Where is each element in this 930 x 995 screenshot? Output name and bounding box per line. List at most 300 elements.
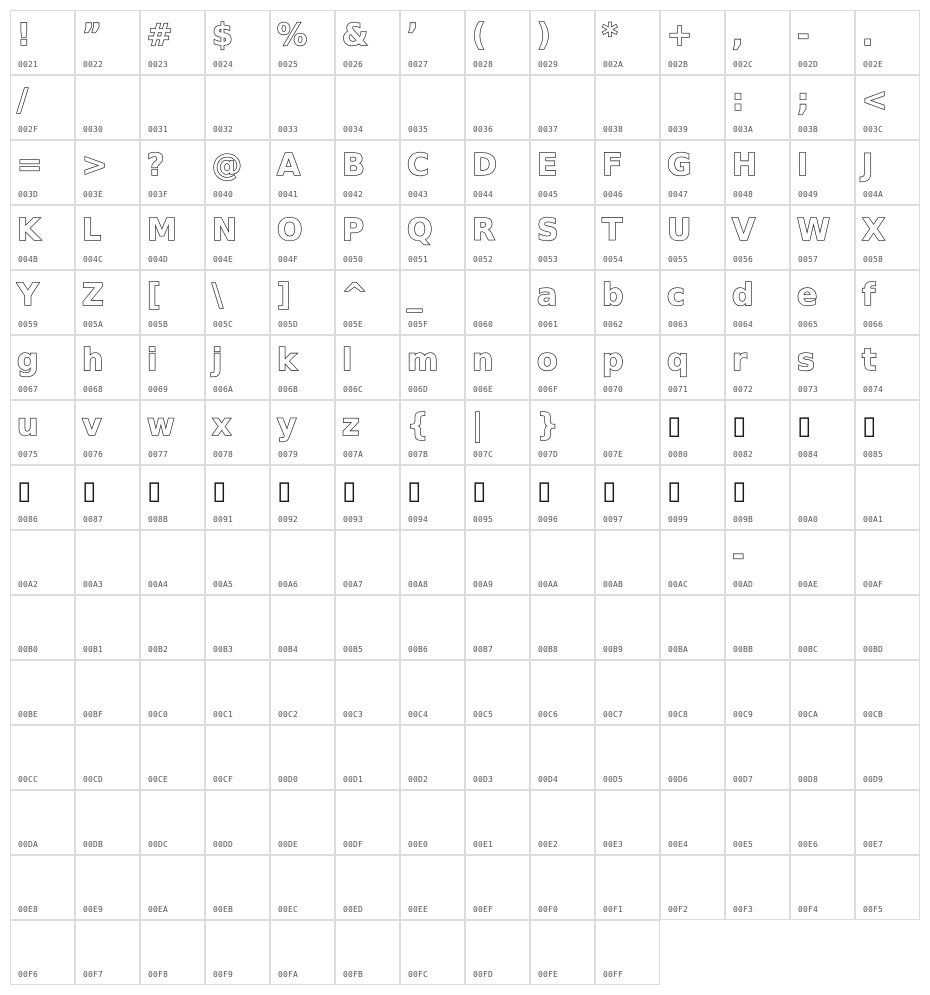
missing-glyph-box: ▯ <box>82 476 97 506</box>
glyph-code-label: 004E <box>213 255 234 264</box>
glyph-code-label: 006D <box>408 385 429 394</box>
glyph-cell <box>140 465 205 530</box>
glyph-code-label: 00A1 <box>863 515 884 524</box>
glyph-sample <box>862 534 916 578</box>
missing-glyph-box: ▯ <box>147 476 162 506</box>
glyph-cell <box>205 660 270 725</box>
glyph-cell <box>855 530 920 595</box>
glyph-cell <box>530 270 595 335</box>
glyph-sample: ) <box>537 18 551 53</box>
glyph-cell <box>10 660 75 725</box>
glyph-code-label: 0044 <box>473 190 494 199</box>
glyph-cell <box>75 660 140 725</box>
glyph-cell <box>10 920 75 985</box>
glyph-cell <box>140 790 205 855</box>
glyph-sample: S <box>537 213 559 248</box>
glyph-code-label: 0021 <box>18 60 39 69</box>
glyph-code-label: 00D5 <box>603 775 624 784</box>
glyph-code-label: 00A3 <box>83 580 104 589</box>
glyph-sample <box>537 599 591 643</box>
glyph-cell <box>140 270 205 335</box>
glyph-sample <box>797 664 851 708</box>
glyph-sample <box>147 729 201 773</box>
glyph-sample <box>797 729 851 773</box>
glyph-cell <box>335 465 400 530</box>
glyph-code-label: 006B <box>278 385 299 394</box>
glyph-sample <box>17 599 71 643</box>
glyph-sample <box>667 794 721 838</box>
glyph-code-label: 00DA <box>18 840 39 849</box>
glyph-cell <box>595 335 660 400</box>
glyph-code-label: 007C <box>473 450 494 459</box>
glyph-cell <box>855 75 920 140</box>
glyph-code-label: 00BB <box>733 645 754 654</box>
glyph-sample <box>17 534 71 578</box>
glyph-cell <box>855 855 920 920</box>
glyph-code-label: 002B <box>668 60 689 69</box>
glyph-cell <box>205 140 270 205</box>
glyph-cell <box>660 465 725 530</box>
glyph-code-label: 0026 <box>343 60 364 69</box>
glyph-cell <box>205 205 270 270</box>
missing-glyph-box: ▯ <box>537 476 552 506</box>
glyph-cell <box>335 855 400 920</box>
glyph-sample: f <box>862 278 876 313</box>
glyph-sample: > <box>82 148 108 183</box>
glyph-sample: / <box>17 83 28 118</box>
glyph-code-label: 004B <box>18 255 39 264</box>
glyph-cell <box>400 75 465 140</box>
glyph-cell <box>10 140 75 205</box>
glyph-sample <box>147 924 201 968</box>
glyph-sample: q <box>667 343 689 378</box>
glyph-sample <box>407 794 461 838</box>
glyph-cell <box>790 205 855 270</box>
glyph-code-label: 0099 <box>668 515 689 524</box>
glyph-cell <box>595 530 660 595</box>
glyph-sample: X <box>862 213 886 248</box>
glyph-sample <box>277 534 331 578</box>
glyph-code-label: 004C <box>83 255 104 264</box>
glyph-sample: } <box>537 408 559 443</box>
glyph-sample: c <box>667 278 685 313</box>
glyph-code-label: 0094 <box>408 515 429 524</box>
glyph-code-label: 00F6 <box>18 970 39 979</box>
glyph-sample: V <box>732 213 756 248</box>
glyph-sample <box>277 859 331 903</box>
glyph-code-label: 00E8 <box>18 905 39 914</box>
glyph-sample <box>82 599 136 643</box>
glyph-sample: O <box>277 213 303 248</box>
glyph-code-label: 0053 <box>538 255 559 264</box>
glyph-code-label: 00A0 <box>798 515 819 524</box>
glyph-sample <box>602 794 656 838</box>
glyph-code-label: 005B <box>148 320 169 329</box>
glyph-cell <box>530 400 595 465</box>
glyph-code-label: 00E6 <box>798 840 819 849</box>
glyph-code-label: 005C <box>213 320 234 329</box>
glyph-sample: i <box>147 343 158 378</box>
glyph-sample <box>342 79 396 123</box>
glyph-code-label: 0036 <box>473 125 494 134</box>
glyph-code-label: 00CC <box>18 775 39 784</box>
glyph-code-label: 00FC <box>408 970 429 979</box>
glyph-cell <box>790 855 855 920</box>
glyph-code-label: 0035 <box>408 125 429 134</box>
missing-glyph-box: ▯ <box>17 476 32 506</box>
glyph-sample: B <box>342 148 365 183</box>
glyph-code-label: 00E2 <box>538 840 559 849</box>
glyph-code-label: 00C9 <box>733 710 754 719</box>
glyph-code-label: 00DC <box>148 840 169 849</box>
glyph-code-label: 00D3 <box>473 775 494 784</box>
glyph-cell <box>660 530 725 595</box>
glyph-code-label: 004F <box>278 255 299 264</box>
glyph-sample <box>472 599 526 643</box>
glyph-code-label: 009B <box>733 515 754 524</box>
glyph-sample: ( <box>472 18 486 53</box>
glyph-code-label: 00D1 <box>343 775 364 784</box>
glyph-sample: $ <box>212 18 233 53</box>
glyph-cell <box>465 270 530 335</box>
glyph-code-label: 00F8 <box>148 970 169 979</box>
glyph-sample <box>602 664 656 708</box>
glyph-sample <box>602 924 656 968</box>
glyph-cell <box>75 920 140 985</box>
glyph-sample: ! <box>17 18 31 53</box>
glyph-cell <box>75 855 140 920</box>
glyph-code-label: 0027 <box>408 60 429 69</box>
glyph-code-label: 0097 <box>603 515 624 524</box>
glyph-cell <box>140 140 205 205</box>
glyph-sample <box>212 859 266 903</box>
glyph-code-label: 0033 <box>278 125 299 134</box>
glyph-cell <box>725 400 790 465</box>
glyph-code-label: 003E <box>83 190 104 199</box>
glyph-code-label: 00CE <box>148 775 169 784</box>
glyph-sample <box>667 79 721 123</box>
glyph-sample <box>82 79 136 123</box>
glyph-code-label: 0052 <box>473 255 494 264</box>
glyph-code-label: 0029 <box>538 60 559 69</box>
glyph-cell <box>205 400 270 465</box>
glyph-code-label: 00F2 <box>668 905 689 914</box>
glyph-cell <box>140 855 205 920</box>
glyph-cell <box>465 205 530 270</box>
glyph-cell <box>530 205 595 270</box>
glyph-cell <box>75 75 140 140</box>
glyph-cell <box>75 725 140 790</box>
glyph-cell <box>790 270 855 335</box>
glyph-code-label: 0023 <box>148 60 169 69</box>
glyph-sample <box>797 534 851 578</box>
glyph-sample <box>407 79 461 123</box>
glyph-cell <box>725 270 790 335</box>
glyph-cell <box>205 920 270 985</box>
glyph-cell <box>660 10 725 75</box>
glyph-sample: o <box>537 343 558 378</box>
missing-glyph-box: ▯ <box>602 476 617 506</box>
glyph-sample <box>602 404 656 448</box>
glyph-code-label: 005A <box>83 320 104 329</box>
glyph-sample: ] <box>277 278 291 313</box>
glyph-cell <box>465 790 530 855</box>
glyph-sample <box>797 794 851 838</box>
glyph-cell <box>465 530 530 595</box>
glyph-cell <box>10 530 75 595</box>
glyph-sample <box>277 664 331 708</box>
glyph-code-label: 0092 <box>278 515 299 524</box>
glyph-sample: Z <box>82 278 104 313</box>
glyph-cell <box>400 10 465 75</box>
glyph-cell <box>855 790 920 855</box>
glyph-code-label: 0049 <box>798 190 819 199</box>
missing-glyph-box: ▯ <box>667 411 682 441</box>
glyph-cell <box>270 10 335 75</box>
glyph-code-label: 0050 <box>343 255 364 264</box>
glyph-code-label: 00E4 <box>668 840 689 849</box>
glyph-sample <box>472 664 526 708</box>
glyph-cell <box>270 530 335 595</box>
glyph-code-label: 007A <box>343 450 364 459</box>
glyph-cell <box>595 140 660 205</box>
glyph-code-label: 002E <box>863 60 884 69</box>
glyph-code-label: 0048 <box>733 190 754 199</box>
glyph-code-label: 00D0 <box>278 775 299 784</box>
glyph-sample <box>407 859 461 903</box>
glyph-cell <box>335 140 400 205</box>
glyph-code-label: 0046 <box>603 190 624 199</box>
glyph-cell <box>335 530 400 595</box>
glyph-sample: : <box>732 83 744 118</box>
glyph-sample: \ <box>212 278 223 313</box>
glyph-sample <box>407 924 461 968</box>
glyph-sample <box>342 794 396 838</box>
glyph-code-label: 00A8 <box>408 580 429 589</box>
glyph-cell <box>725 530 790 595</box>
glyph-code-label: 00A4 <box>148 580 169 589</box>
glyph-cell <box>790 335 855 400</box>
glyph-code-label: 00F0 <box>538 905 559 914</box>
glyph-code-label: 00BA <box>668 645 689 654</box>
glyph-cell <box>660 790 725 855</box>
glyph-cell <box>855 400 920 465</box>
glyph-cell <box>400 270 465 335</box>
glyph-cell <box>595 400 660 465</box>
glyph-cell <box>400 400 465 465</box>
glyph-sample <box>17 729 71 773</box>
glyph-cell <box>205 530 270 595</box>
glyph-code-label: 0091 <box>213 515 234 524</box>
glyph-sample: U <box>667 213 692 248</box>
glyph-cell <box>400 205 465 270</box>
glyph-sample <box>667 664 721 708</box>
glyph-cell <box>725 335 790 400</box>
glyph-cell <box>725 855 790 920</box>
glyph-cell <box>465 75 530 140</box>
glyph-cell <box>10 75 75 140</box>
glyph-sample: % <box>277 18 308 53</box>
glyph-cell <box>205 725 270 790</box>
glyph-code-label: 0057 <box>798 255 819 264</box>
glyph-sample <box>667 729 721 773</box>
glyph-sample <box>147 859 201 903</box>
glyph-cell <box>595 595 660 660</box>
glyph-cell <box>465 855 530 920</box>
glyph-sample <box>862 664 916 708</box>
glyph-code-label: 002C <box>733 60 754 69</box>
missing-glyph-box: ▯ <box>277 476 292 506</box>
glyph-code-label: 00A9 <box>473 580 494 589</box>
glyph-sample: n <box>472 343 494 378</box>
glyph-sample: ” <box>82 18 102 53</box>
glyph-code-label: 0037 <box>538 125 559 134</box>
glyph-code-label: 0024 <box>213 60 234 69</box>
glyph-code-label: 00C2 <box>278 710 299 719</box>
glyph-code-label: 00F4 <box>798 905 819 914</box>
glyph-sample: , <box>732 18 744 53</box>
glyph-cell <box>855 10 920 75</box>
glyph-code-label: 00FA <box>278 970 299 979</box>
glyph-sample <box>82 859 136 903</box>
glyph-cell <box>660 400 725 465</box>
glyph-cell <box>270 790 335 855</box>
glyph-cell <box>465 400 530 465</box>
glyph-sample <box>862 794 916 838</box>
glyph-code-label: 00B5 <box>343 645 364 654</box>
glyph-sample <box>147 534 201 578</box>
glyph-cell <box>465 335 530 400</box>
glyph-cell <box>400 530 465 595</box>
glyph-sample <box>407 729 461 773</box>
glyph-code-label: 0079 <box>278 450 299 459</box>
glyph-code-label: 0028 <box>473 60 494 69</box>
glyph-code-label: 00DB <box>83 840 104 849</box>
glyph-cell <box>270 465 335 530</box>
glyph-code-label: 004A <box>863 190 884 199</box>
glyph-cell <box>140 660 205 725</box>
glyph-sample: ? <box>147 148 165 183</box>
glyph-cell <box>855 595 920 660</box>
glyph-code-label: 003F <box>148 190 169 199</box>
glyph-code-label: 00E1 <box>473 840 494 849</box>
glyph-cell <box>530 595 595 660</box>
glyph-cell <box>790 10 855 75</box>
glyph-code-label: 00C4 <box>408 710 429 719</box>
glyph-code-label: 0070 <box>603 385 624 394</box>
glyph-cell <box>270 725 335 790</box>
glyph-code-label: 0039 <box>668 125 689 134</box>
glyph-cell <box>140 530 205 595</box>
glyph-cell <box>140 75 205 140</box>
glyph-sample <box>342 924 396 968</box>
glyph-code-label: 0051 <box>408 255 429 264</box>
glyph-cell <box>660 595 725 660</box>
glyph-code-label: 00CB <box>863 710 884 719</box>
glyph-code-label: 007E <box>603 450 624 459</box>
glyph-sample: m <box>407 343 439 378</box>
glyph-code-label: 00E7 <box>863 840 884 849</box>
glyph-cell <box>855 725 920 790</box>
glyph-code-label: 0075 <box>18 450 39 459</box>
glyph-sample <box>342 534 396 578</box>
glyph-code-label: 0022 <box>83 60 104 69</box>
glyph-code-label: 00A2 <box>18 580 39 589</box>
glyph-sample: H <box>732 148 758 183</box>
glyph-code-label: 00C8 <box>668 710 689 719</box>
glyph-cell <box>75 400 140 465</box>
glyph-cell <box>75 140 140 205</box>
glyph-code-label: 00EB <box>213 905 234 914</box>
glyph-sample: z <box>342 408 360 443</box>
glyph-cell <box>595 790 660 855</box>
glyph-code-label: 0096 <box>538 515 559 524</box>
glyph-sample <box>537 859 591 903</box>
glyph-cell <box>660 660 725 725</box>
glyph-code-label: 00E3 <box>603 840 624 849</box>
glyph-sample <box>17 859 71 903</box>
glyph-code-label: 0055 <box>668 255 689 264</box>
glyph-cell <box>270 140 335 205</box>
glyph-sample <box>277 79 331 123</box>
glyph-cell <box>530 660 595 725</box>
glyph-cell <box>270 855 335 920</box>
glyph-sample <box>17 664 71 708</box>
glyph-sample: # <box>147 18 173 53</box>
glyph-cell <box>855 335 920 400</box>
glyph-code-label: 00ED <box>343 905 364 914</box>
glyph-code-label: 005F <box>408 320 429 329</box>
glyph-sample <box>537 664 591 708</box>
glyph-sample: j <box>212 343 223 378</box>
glyph-code-label: 0085 <box>863 450 884 459</box>
glyph-sample <box>277 794 331 838</box>
glyph-sample <box>472 274 526 318</box>
glyph-sample <box>277 599 331 643</box>
glyph-sample <box>212 794 266 838</box>
missing-glyph-box: ▯ <box>472 476 487 506</box>
glyph-cell <box>205 270 270 335</box>
glyph-sample <box>212 924 266 968</box>
glyph-code-label: 0068 <box>83 385 104 394</box>
glyph-cell <box>465 920 530 985</box>
glyph-cell <box>725 75 790 140</box>
glyph-sample <box>862 729 916 773</box>
glyph-code-label: 0060 <box>473 320 494 329</box>
glyph-code-label: 00B0 <box>18 645 39 654</box>
glyph-cell <box>790 530 855 595</box>
glyph-code-label: 00B4 <box>278 645 299 654</box>
glyph-sample: K <box>17 213 41 248</box>
glyph-code-label: 00FD <box>473 970 494 979</box>
missing-glyph-box: ▯ <box>667 476 682 506</box>
glyph-code-label: 00D2 <box>408 775 429 784</box>
glyph-code-label: 00C5 <box>473 710 494 719</box>
glyph-cell <box>140 205 205 270</box>
glyph-cell <box>465 140 530 205</box>
glyph-sample <box>472 534 526 578</box>
glyph-sample <box>732 859 786 903</box>
glyph-sample: A <box>277 148 301 183</box>
glyph-sample <box>342 729 396 773</box>
glyph-sample <box>537 534 591 578</box>
glyph-sample: D <box>472 148 497 183</box>
glyph-cell <box>270 660 335 725</box>
glyph-cell <box>530 140 595 205</box>
glyph-sample: R <box>472 213 496 248</box>
glyph-code-label: 00FF <box>603 970 624 979</box>
glyph-sample <box>537 794 591 838</box>
